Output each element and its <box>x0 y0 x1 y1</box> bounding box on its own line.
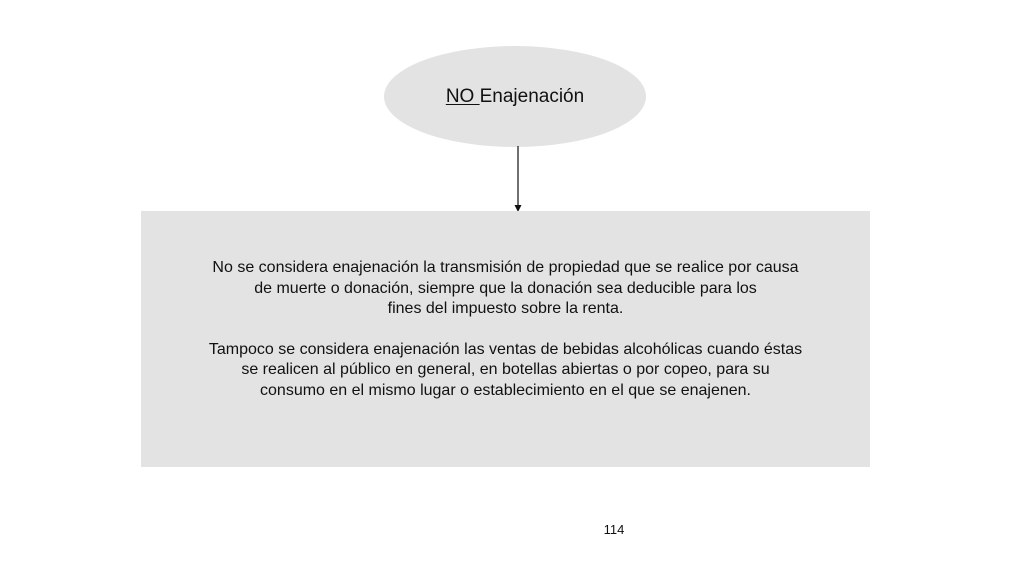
paragraph-transmision <box>141 258 870 320</box>
node-title-text: Enajenación <box>479 85 585 107</box>
text-line: Tampoco se considera enajenación las ventas de bebidas alcohólicas cuando éstas <box>208 340 803 358</box>
page-number: 114 <box>603 522 625 537</box>
text-line: fines del impuesto sobre la renta. <box>387 300 624 317</box>
text-line: consumo en el mismo lugar o establecimiento en el que se enajenen. <box>260 381 751 399</box>
node-title-underlined: NO <box>445 85 480 107</box>
no-enajenacion-node <box>384 46 646 147</box>
text-line: se realicen al público en general, en botellas abiertas o por copeo, para su <box>241 361 770 378</box>
text-line: No se considera enajenación la transmisión de propiedad que se realice por causa <box>212 259 799 276</box>
text-line: de muerte o donación, siempre que la donación sea deducible para los <box>254 279 757 297</box>
connector-arrow <box>512 146 524 214</box>
node-title <box>446 86 584 108</box>
explanation-box <box>141 211 870 467</box>
paragraph-bebidas <box>141 340 870 402</box>
